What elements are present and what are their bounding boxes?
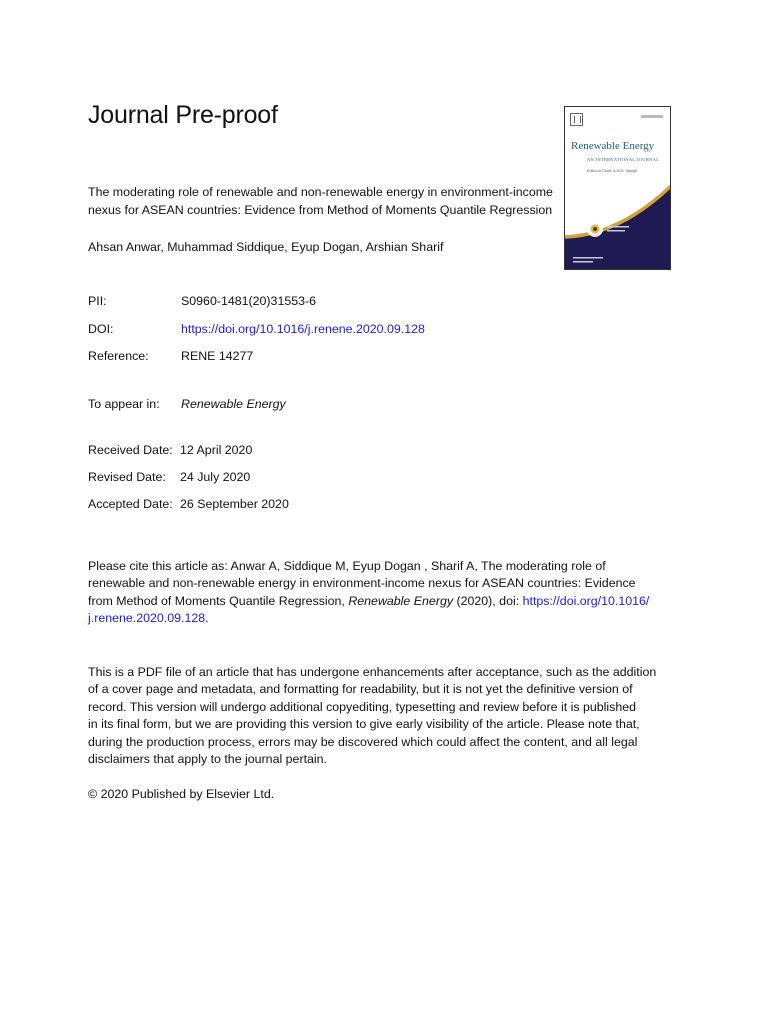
appear-label: To appear in: bbox=[88, 397, 160, 411]
article-title: The moderating role of renewable and non-renewable energy in environment-income nexus for ASEAN countries: Evidence from Method of Moments Quantile Regression bbox=[88, 185, 553, 217]
cover-logo-text bbox=[607, 230, 625, 232]
citation-line: (2020), doi: bbox=[453, 593, 523, 608]
article-authors: Ahsan Anwar, Muhammad Siddique, Eyup Dogan, Arshian Sharif bbox=[88, 240, 444, 254]
revised-value: 24 July 2020 bbox=[180, 470, 251, 484]
notice-line: This is a PDF file of an article that has undergone enhancements after acceptance, such as the addition bbox=[88, 665, 657, 679]
citation-line: Please cite this article as: Anwar A, Siddique M, Eyup Dogan , Sharif A, The moderating role of bbox=[88, 559, 606, 573]
elsevier-tree-icon bbox=[570, 113, 583, 126]
cover-editor: Editor-in-Chief: A.A.M. Sayigh bbox=[587, 169, 638, 173]
notice-line: disclaimers that apply to the journal pertain. bbox=[88, 752, 327, 767]
received-value: 12 April 2020 bbox=[180, 443, 253, 457]
journal-name: Renewable Energy bbox=[181, 397, 286, 411]
cover-footer-text bbox=[573, 261, 593, 263]
cover-subtitle: AN INTERNATIONAL JOURNAL bbox=[587, 157, 660, 162]
journal-cover-image bbox=[564, 106, 671, 270]
citation-doi-link-cont[interactable]: j.renene.2020.09.128 bbox=[88, 611, 206, 626]
notice-line: of a cover page and metadata, and formatting for readability, but it is not yet the definitive version of bbox=[88, 682, 633, 697]
cover-sunflower-logo bbox=[587, 221, 603, 237]
reference-value: RENE 14277 bbox=[181, 349, 254, 363]
page-heading: Journal Pre-proof bbox=[88, 101, 278, 129]
cover-artwork bbox=[565, 107, 671, 270]
received-label: Received Date: bbox=[88, 443, 173, 457]
citation-doi-link[interactable]: https://doi.org/10.1016/ bbox=[522, 593, 650, 608]
cover-issn-text bbox=[641, 115, 663, 118]
citation-journal: Renewable Energy bbox=[348, 593, 454, 608]
notice-line: during the production process, errors may be discovered which could affect the content, and all legal bbox=[88, 734, 638, 749]
notice-paragraph bbox=[88, 664, 668, 768]
notice-line: in its final form, but we are providing this version to give early visibility of the article. Please note that, bbox=[88, 717, 640, 732]
cover-footer-text bbox=[573, 257, 603, 259]
revised-label: Revised Date: bbox=[88, 470, 166, 484]
pii-value: S0960-1481(20)31553-6 bbox=[181, 294, 317, 308]
notice-line: record. This version will undergo additional copyediting, typesetting and review before it is published bbox=[88, 699, 637, 714]
citation-line: from Method of Moments Quantile Regression, bbox=[88, 593, 349, 608]
cover-logo-text bbox=[607, 226, 629, 228]
cover-title: Renewable Energy bbox=[571, 140, 655, 152]
copyright-notice: © 2020 Published by Elsevier Ltd. bbox=[88, 787, 275, 801]
citation-paragraph bbox=[88, 558, 668, 628]
doi-link[interactable]: https://doi.org/10.1016/j.renene.2020.09.128 bbox=[181, 322, 425, 336]
citation-line: . bbox=[205, 611, 209, 626]
accepted-value: 26 September 2020 bbox=[180, 497, 289, 511]
accepted-label: Accepted Date: bbox=[88, 497, 173, 511]
citation-line: renewable and non-renewable energy in environment-income nexus for ASEAN countries: Evidence bbox=[88, 576, 636, 591]
pii-label: PII: bbox=[88, 294, 107, 308]
reference-label: Reference: bbox=[88, 349, 149, 363]
doi-label: DOI: bbox=[88, 322, 114, 336]
